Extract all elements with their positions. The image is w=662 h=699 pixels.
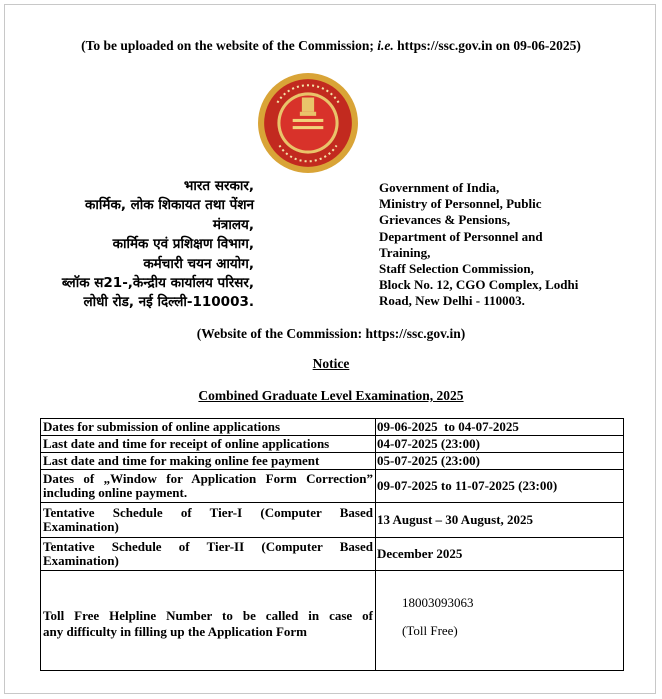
english-address-line: Grievances & Pensions, (379, 212, 511, 228)
schedule-label (41, 538, 376, 571)
helpline-number: 18003093063 (402, 595, 474, 610)
schedule-label-line: Dates of „Window for Application Form Correction” (43, 471, 373, 486)
schedule-table (40, 418, 624, 671)
hindi-address (40, 177, 254, 313)
schedule-value: December 2025 (376, 538, 624, 571)
ssc-emblem-icon (257, 72, 359, 174)
table-row (41, 503, 624, 538)
upload-note: (To be uploaded on the website of the Commission; i.e. https://ssc.gov.in on 09-06-2025) (81, 38, 581, 53)
schedule-value: 04-07-2025 (23:00) (376, 436, 624, 453)
english-address-line: Ministry of Personnel, Public (379, 196, 542, 212)
helpline-label-line: Toll Free Helpline Number to be called in case of (43, 607, 373, 623)
helpline-label-line: any difficulty in filling up the Application Form (43, 623, 308, 639)
table-row (41, 571, 624, 671)
schedule-label-line: including online payment. (43, 485, 188, 500)
schedule-label-line: Examination) (43, 519, 119, 534)
english-address-line: Department of Personnel and (379, 228, 543, 244)
schedule-value: 13 August – 30 August, 2025 (376, 503, 624, 538)
hindi-address-line: ब्लॉक स21-,केन्द्रीय कार्यालय परिसर, (61, 275, 254, 292)
schedule-label-line: Tentative Schedule of Tier-II (Computer Based (43, 539, 373, 554)
schedule-label (41, 503, 376, 538)
schedule-label-line: Tentative Schedule of Tier-I (Computer Based (43, 505, 373, 520)
english-address-line: Block No. 12, CGO Complex, Lodhi (379, 277, 579, 293)
hindi-address-line: कर्मचारी चयन आयोग, (143, 255, 254, 272)
english-address-line: Government of India, (379, 180, 500, 195)
schedule-label-line: Examination) (43, 553, 119, 568)
table-row (41, 436, 624, 453)
table-row (41, 470, 624, 503)
english-address-line: Staff Selection Commission, (379, 261, 534, 277)
schedule-label: Dates for submission of online applications (41, 419, 376, 436)
hindi-address-line: कार्मिक, लोक शिकायत तथा पेंशन (85, 197, 254, 214)
schedule-label: Last date and time for receipt of online applications (41, 436, 376, 453)
helpline-value (376, 571, 624, 671)
schedule-label: Last date and time for making online fee payment (41, 453, 376, 470)
helpline-label (41, 571, 376, 671)
schedule-value: 05-07-2025 (23:00) (376, 453, 624, 470)
table-row (41, 453, 624, 470)
english-address-line: Training, (379, 244, 431, 260)
hindi-address-line: लोधी रोड, नई दिल्ली-110003. (83, 294, 254, 311)
schedule-value: 09-07-2025 to 11-07-2025 (23:00) (376, 470, 624, 503)
schedule-label (41, 470, 376, 503)
hindi-address-line: कार्मिक एवं प्रशिक्षण विभाग, (112, 236, 254, 253)
website-line: (Website of the Commission: https://ssc.gov.in) (196, 326, 466, 341)
helpline-note: (Toll Free) (402, 623, 458, 638)
table-row (41, 538, 624, 571)
english-address-line: Road, New Delhi - 110003. (379, 293, 525, 309)
table-row (41, 419, 624, 436)
schedule-value: 09-06-2025 to 04-07-2025 (376, 419, 624, 436)
exam-title: Combined Graduate Level Examination, 2025 (198, 388, 464, 403)
hindi-address-line: मंत्रालय, (212, 216, 254, 233)
hindi-address-line: भारत सरकार, (183, 178, 254, 194)
english-address (379, 180, 609, 310)
notice-heading: Notice (312, 356, 350, 371)
